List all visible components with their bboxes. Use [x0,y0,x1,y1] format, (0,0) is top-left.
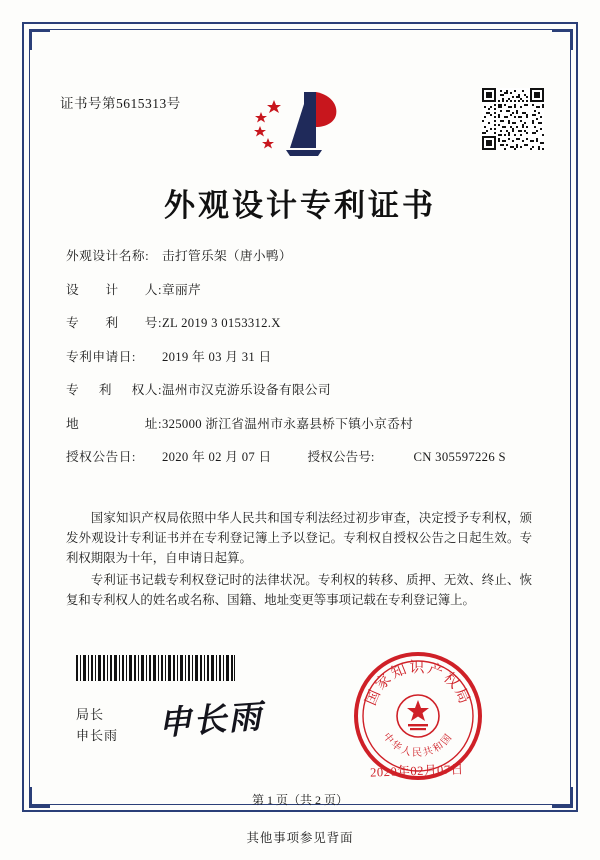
field-row-patentee [66,379,536,398]
grant-number-label: 授权公告号: [307,450,375,464]
legal-paragraph-2: 专利证书记载专利权登记时的法律状况。专利权的转移、质押、无效、终止、恢复和专利权人的姓名或名称、国籍、地址变更等事项记载在专利登记簿上。 [66,573,532,607]
field-value: 温州市汉克游乐设备有限公司 [162,383,331,397]
patent-office-emblem-icon [246,88,354,160]
field-value: ZL 2019 3 0153312.X [162,316,281,330]
field-label: 专利申请日: [66,349,136,364]
field-label: 专 利 号: [66,316,162,330]
field-row-grant [66,446,536,465]
page-number: 第 1 页（共 2 页） [251,793,348,807]
border-corner-top-right [552,29,573,50]
signature-labels [76,704,118,746]
page-title: 外观设计专利证书 [164,188,436,224]
field-row-address [66,413,536,432]
field-row-design-name [66,245,536,264]
field-row-application-date [66,346,536,365]
field-label: 地 址: [66,416,162,431]
back-side-note: 其他事项参见背面 [246,831,354,845]
grant-date-value: 2020 年 02 月 07 日 [162,450,272,464]
field-label: 专 利 权人: [66,383,162,397]
handwritten-signature: 申长雨 [156,696,265,743]
field-value: 章丽芹 [162,282,201,297]
director-name: 申长雨 [76,728,119,743]
field-label: 外观设计名称: [66,249,150,263]
barcode-icon [76,655,236,681]
legal-paragraph-1: 国家知识产权局依照中华人民共和国专利法经过初步审查，决定授予专利权，颁发外观设计专利证书并在专利登记簿上予以登记。专利权自授权公告之日起生效。专利权期限为十年，自申请日起算。 [66,511,532,565]
field-row-patent-number [66,312,536,331]
border-corner-top-left [29,29,50,50]
svg-text:中华人民共和国: 中华人民共和国 [380,731,456,759]
certificate-number: 证书号第5615313号 [60,96,181,111]
field-row-designer [66,279,536,298]
field-value: 325000 浙江省温州市永嘉县桥下镇小京岙村 [162,416,414,431]
grant-number-value: CN 305597226 S [413,450,506,464]
director-title: 局长 [76,707,105,722]
field-value: 2019 年 03 月 31 日 [162,349,272,364]
field-value: 击打管乐架（唐小鸭） [162,249,292,263]
certificate-fields [66,245,536,480]
qr-code-icon [482,88,544,150]
grant-date-label: 授权公告日: [66,450,136,464]
field-label: 设 计 人: [66,282,162,297]
seal-date: 2020年02月07日 [369,762,464,780]
legal-text-block [66,508,532,612]
svg-text:国家知识产权局: 国家知识产权局 [361,658,475,708]
